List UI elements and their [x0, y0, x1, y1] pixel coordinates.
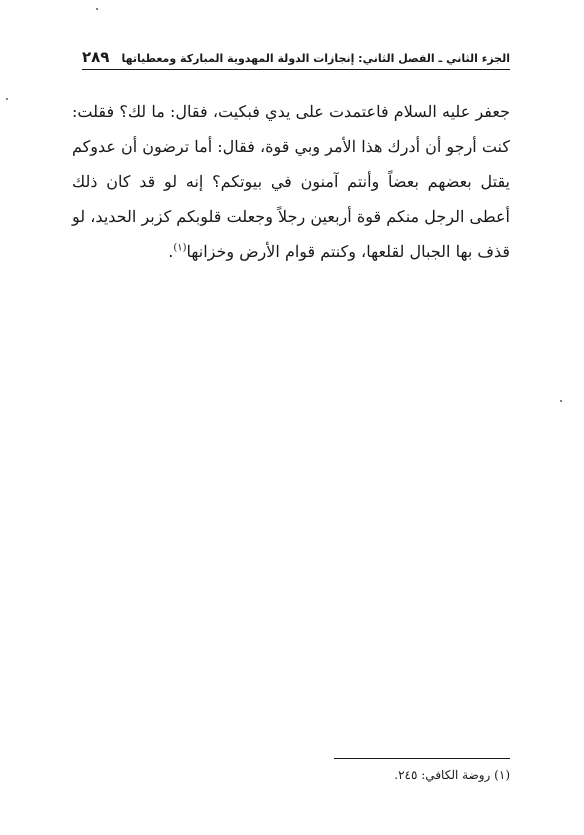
header-title: الجزء الثاني ـ الفصل الثاني: إنجازات الدولة المهدوية المباركة ومعطياتها	[121, 52, 510, 65]
sentence-end-mark: .	[168, 242, 174, 261]
footnote-reference: (١)	[173, 242, 187, 254]
body-paragraph	[72, 94, 510, 269]
scan-speck	[560, 400, 562, 402]
scan-speck	[96, 8, 98, 10]
body-text: جعفر عليه السلام فاعتمدت على يدي فبكيت، فقال: ما لك؟ فقلت: كنت أرجو أن أدرك هذا الأمر وبي قوة، فقال: أما ترضون أن عدوكم يقتل بعضهم بعضاً وأنتم آمنون في بيوتكم؟ إنه لو قد كان ذلك أعطى الرجل منكم قوة أربعين رجلاً وجعلت قلوبكم كزبر الحديد، لو قذف بها الجبال لقلعها، وكنتم قوام الأرض وخزانها	[72, 102, 510, 261]
footnote: (١) روضة الكافي: ٢٤٥.	[394, 768, 510, 782]
page-number: ٢٨٩	[82, 48, 110, 66]
scan-speck	[6, 98, 8, 100]
footnote-rule	[334, 758, 510, 759]
running-header	[82, 44, 510, 66]
header-rule	[82, 69, 510, 70]
